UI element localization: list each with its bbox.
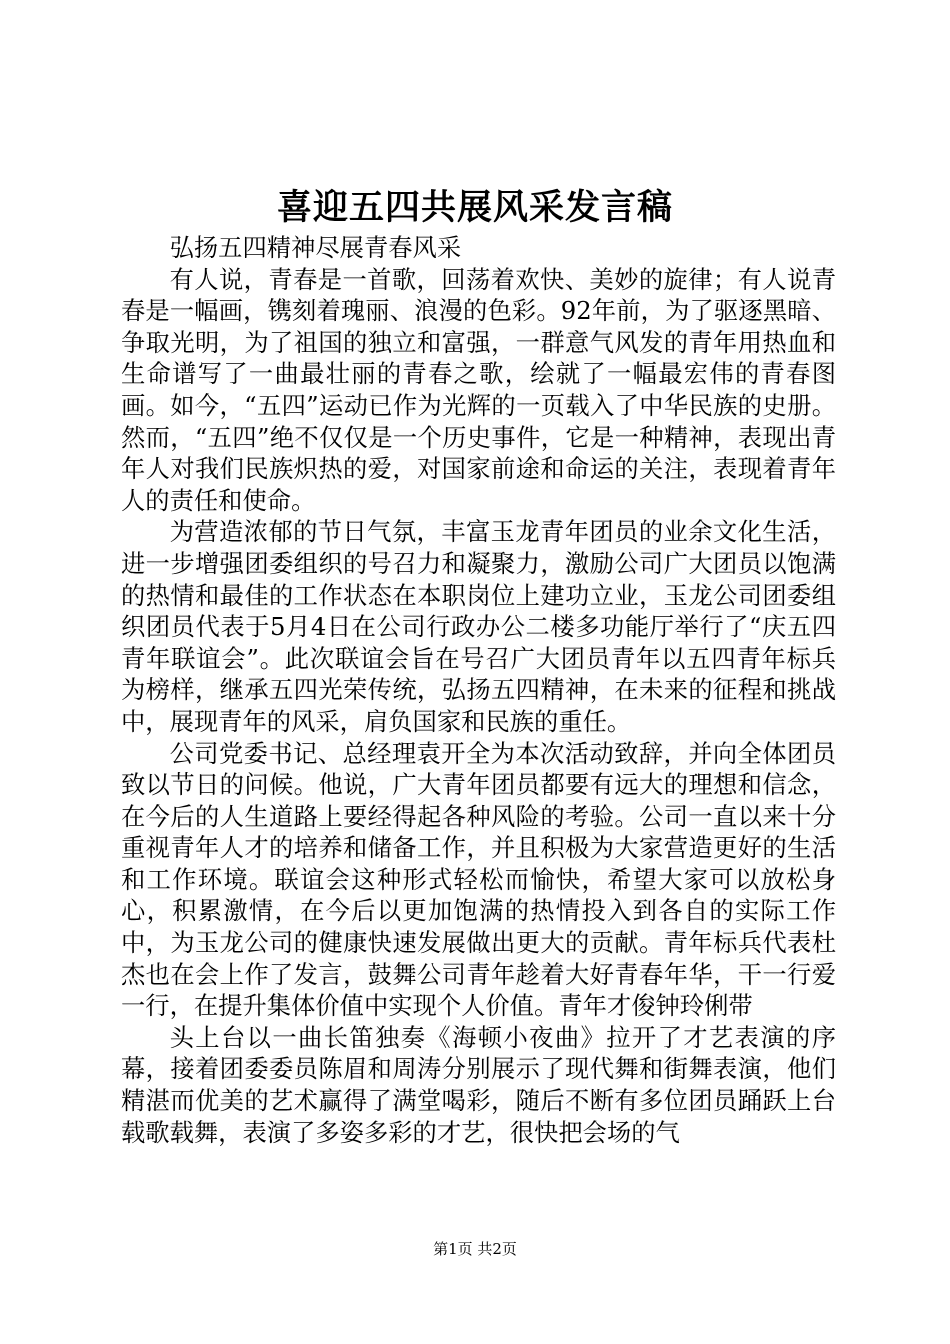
body-paragraph: 为营造浓郁的节日气氛，丰富玉龙青年团员的业余文化生活，进一步增强团委组织的号召力和凝聚力，激励公司广大团员以饱满的热情和最佳的工作状态在本职岗位上建功立业，玉龙公司团委组织团员代表于5月4日在公司行政办公二楼多功能厅举行了“庆五四青年联谊会”。此次联谊会旨在号召广大团员青年以五四青年标兵为榜样，继承五四光荣传统，弘扬五四精神，在未来的征程和挑战中，展现青年的风采，肩负国家和民族的重任。 — [121, 517, 836, 736]
page-footer: 第1页 共2页 — [433, 1240, 517, 1258]
body-paragraph: 公司党委书记、总经理袁开全为本次活动致辞，并向全体团员致以节日的问候。他说，广大青年团员都要有远大的理想和信念，在今后的人生道路上要经得起各种风险的考验。公司一直以来十分重视青年人才的培养和储备工作，并且积极为大家营造更好的生活和工作环境。联谊会这种形式轻松而愉快，希望大家可以放松身心，积累激情，在今后以更加饱满的热情投入到各自的实际工作中，为玉龙公司的健康快速发展做出更大的贡献。青年标兵代表杜杰也在会上作了发言，鼓舞公司青年趁着大好青春年华，干一行爱一行，在提升集体价值中实现个人价值。青年才俊钟玲俐带 — [121, 738, 836, 1021]
document-title: 喜迎五四共展风采发言稿 — [276, 187, 673, 228]
body-paragraph: 头上台以一曲长笛独奏《海顿小夜曲》拉开了才艺表演的序幕，接着团委委员陈眉和周涛分别展示了现代舞和街舞表演，他们精湛而优美的艺术赢得了满堂喝彩，随后不断有多位团员踊跃上台载歌载舞，表演了多姿多彩的才艺，很快把会场的气 — [121, 1022, 836, 1147]
document-body — [121, 232, 836, 1148]
subtitle-paragraph: 弘扬五四精神尽展青春风采 — [169, 233, 462, 262]
body-paragraph: 有人说，青春是一首歌，回荡着欢快、美妙的旋律；有人说青春是一幅画，镌刻着瑰丽、浪漫的色彩。92年前，为了驱逐黑暗、争取光明，为了祖国的独立和富强，一群意气风发的青年用热血和生命谱写了一曲最壮丽的青春之歌，绘就了一幅最宏伟的青春图画。如今，“五四”运动已作为光辉的一页载入了中华民族的史册。然而，“五四”绝不仅仅是一个历史事件，它是一种精神，表现出青年人对我们民族炽热的爱，对国家前途和命运的关注，表现着青年人的责任和使命。 — [121, 264, 836, 515]
